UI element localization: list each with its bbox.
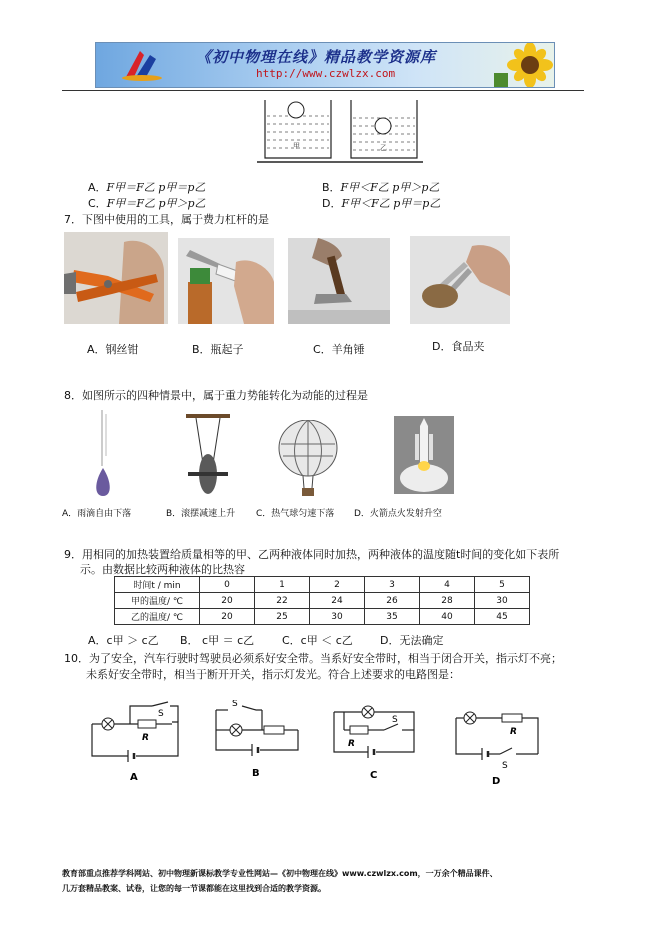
table-cell: 20 [200, 593, 255, 609]
table-cell: 24 [310, 593, 365, 609]
q7-caption-b: B．瓶起子 [192, 343, 244, 356]
q10-stem-line1: 10．为了安全，汽车行驶时驾驶员必须系好安全带。当系好安全带时，相当于闭合开关，指示灯不亮； [64, 652, 562, 665]
q6-option-a: A．F甲＝F乙 p甲＝p乙 [88, 181, 206, 194]
q6-option-c: C．F甲＝F乙 p甲＞p乙 [88, 197, 206, 210]
circuit-d-s-label: S [502, 761, 508, 771]
beakers-figure [255, 96, 425, 166]
table-cell: 26 [365, 593, 420, 609]
table-cell: 25 [255, 609, 310, 625]
circuit-d-label: D [492, 776, 501, 787]
q9-option-b: B． c甲 ＝ c乙 [180, 634, 255, 647]
hot-air-balloon-figure [277, 420, 339, 498]
q7-caption-c: C．羊角锤 [313, 343, 365, 356]
table-header-cell: 2 [310, 577, 365, 593]
table-header-cell: 时间t / min [115, 577, 200, 593]
circuit-a-diagram [86, 700, 186, 788]
table-cell: 甲的温度/ ℃ [115, 593, 200, 609]
table-header-cell: 4 [420, 577, 475, 593]
q8-caption-d: D．火箭点火发射升空 [354, 509, 442, 519]
circuit-b-s-label: S [232, 700, 238, 709]
q7-stem: 7．下图中使用的工具，属于费力杠杆的是 [64, 213, 269, 226]
header-rule [62, 90, 584, 91]
table-cell: 20 [200, 609, 255, 625]
q7-caption-d: D．食品夹 [432, 340, 485, 353]
temperature-table [114, 576, 530, 625]
circuit-a-s-label: S [158, 709, 164, 719]
circuit-c-r-label: R [348, 739, 355, 749]
banner-title: 《初中物理在线》精品教学资源库 [196, 48, 437, 66]
circuit-b-diagram [212, 700, 304, 780]
circuit-a-r-label: R [142, 733, 149, 743]
raindrop-figure [88, 410, 118, 498]
q6-option-b: B．F甲＜F乙 p甲＞p乙 [322, 181, 440, 194]
table-cell: 22 [255, 593, 310, 609]
table-cell: 乙的温度/ ℃ [115, 609, 200, 625]
q9-option-d: D．无法确定 [380, 634, 444, 647]
circuit-c-label: C [370, 770, 378, 781]
pliers-photo [64, 232, 168, 324]
table-row [115, 593, 530, 609]
q9-stem-line2: 示。由数据比较两种液体的比热容 [80, 563, 245, 576]
beaker-right-label: 乙 [380, 144, 387, 152]
table-header-cell: 3 [365, 577, 420, 593]
q9-option-a: A．c甲 ＞ c乙 [88, 634, 159, 647]
table-cell: 30 [310, 609, 365, 625]
bottle-opener-photo [178, 238, 274, 324]
table-cell: 45 [475, 609, 530, 625]
q7-caption-a: A．钢丝钳 [87, 343, 139, 356]
table-cell: 35 [365, 609, 420, 625]
header-banner [95, 42, 555, 88]
circuit-d-r-label: R [510, 727, 517, 737]
circuit-c-diagram [330, 700, 422, 784]
q9-option-c: C．c甲 ＜ c乙 [282, 634, 353, 647]
sunflower-icon [490, 43, 554, 87]
q8-caption-b: B．滚摆减速上升 [166, 509, 236, 519]
q9-stem-line1: 9．用相同的加热装置给质量相等的甲、乙两种液体同时加热，两种液体的温度随t时间的变化如下表所 [64, 548, 560, 561]
banner-url: http://www.czwlzx.com [256, 67, 396, 80]
beaker-left-label: 甲 [293, 142, 300, 150]
circuit-d-diagram [452, 706, 544, 790]
table-header-cell: 1 [255, 577, 310, 593]
table-cell: 28 [420, 593, 475, 609]
table-header-cell: 0 [200, 577, 255, 593]
footer-line-2: 几万套精品教案、试卷，让您的每一节课都能在这里找到合适的教学资源。 [62, 884, 326, 893]
q8-caption-c: C．热气球匀速下落 [256, 509, 335, 519]
footer [62, 866, 622, 896]
q8-stem: 8．如图所示的四种情景中，属于重力势能转化为动能的过程是 [64, 389, 368, 402]
q6-option-d: D．F甲＜F乙 p甲＝p乙 [322, 197, 441, 210]
food-tongs-photo [410, 236, 510, 324]
footer-line-1: 教育部重点推荐学科网站、初中物理新课标教学专业性网站—《初中物理在线》www.czwlzx.com，一万余个精品课件、 [62, 869, 498, 878]
maxwell-wheel-figure [186, 414, 230, 498]
table-cell: 40 [420, 609, 475, 625]
q8-caption-a: A．雨滴自由下落 [62, 509, 132, 519]
table-cell: 30 [475, 593, 530, 609]
table-row [115, 609, 530, 625]
table-header-row [115, 577, 530, 593]
circuit-c-s-label: S [392, 715, 398, 725]
q10-stem-line2: 未系好安全带时，相当于断开开关，指示灯发光。符合上述要求的电路图是： [86, 668, 460, 681]
logo-icon [118, 47, 168, 83]
rocket-launch-figure [394, 416, 454, 494]
table-header-cell: 5 [475, 577, 530, 593]
circuit-b-label: B [252, 768, 260, 779]
claw-hammer-photo [288, 238, 390, 324]
circuit-a-label: A [130, 772, 138, 783]
